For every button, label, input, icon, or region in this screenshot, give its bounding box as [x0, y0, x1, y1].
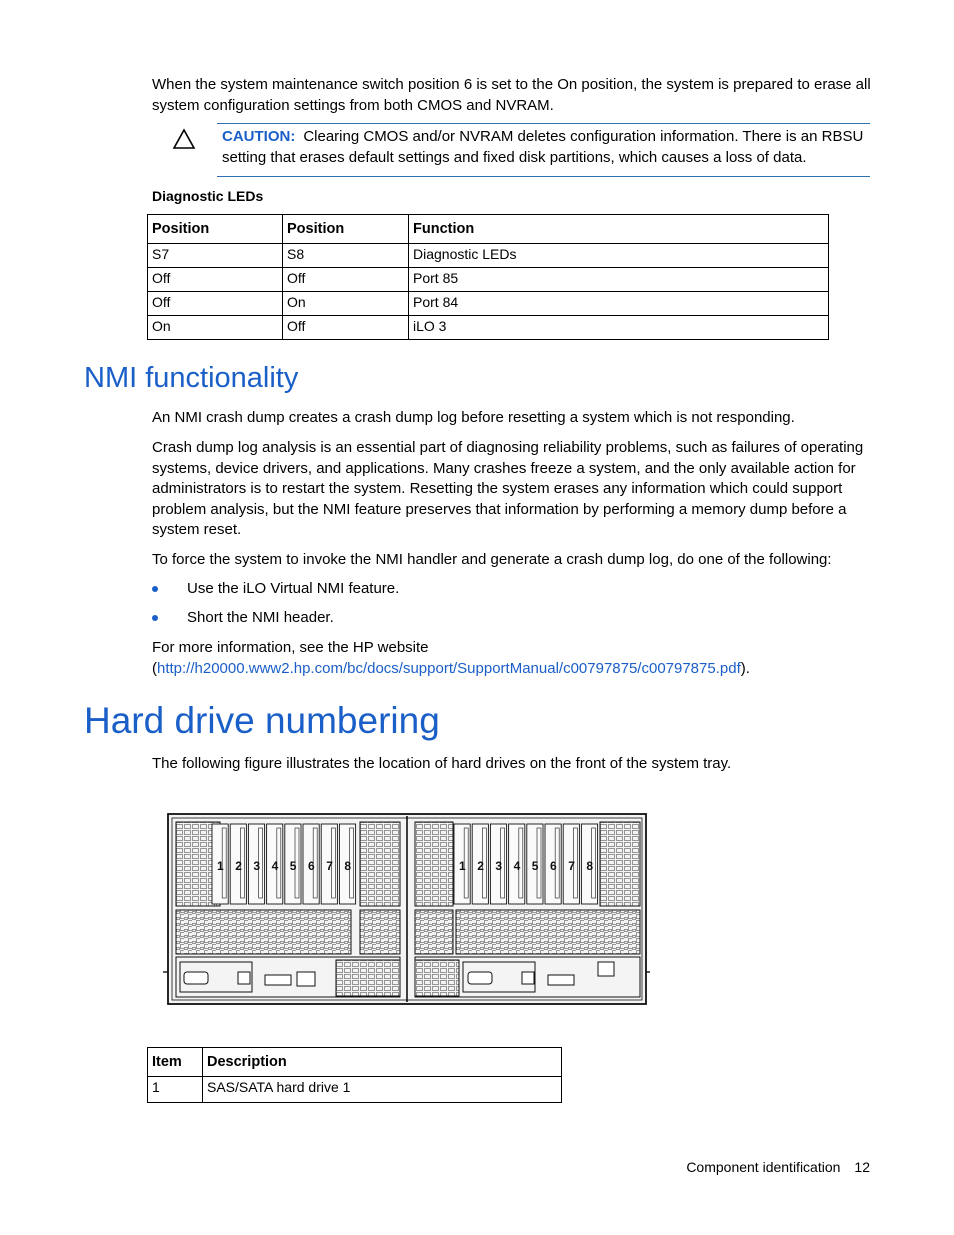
- left-drive-bay-1: [212, 824, 228, 904]
- left-drive-bay-6: [303, 824, 319, 904]
- table-row: [148, 244, 829, 268]
- right-drive-bay-6: [545, 824, 561, 904]
- right-drive-bay-7: [563, 824, 579, 904]
- right-drive-bay-2: [472, 824, 488, 904]
- right-drive-number: 3: [495, 859, 503, 873]
- hard-drive-paragraph: The following figure illustrates the location of hard drives on the front of the system tray.: [152, 755, 732, 772]
- diagnostic-leds-caption: Diagnostic LEDs: [152, 188, 264, 204]
- caution-label: CAUTION:: [222, 128, 296, 145]
- left-drive-number: 1: [217, 859, 224, 873]
- right-drive-number: 2: [477, 859, 484, 873]
- right-drive-bay-1: [454, 824, 470, 904]
- system-tray-figure: [160, 812, 650, 1008]
- table-cell: SAS/SATA hard drive 1: [203, 1077, 562, 1103]
- left-drive-number: 2: [235, 859, 242, 873]
- left-drive-number: 5: [289, 859, 297, 873]
- table-cell: Port 85: [409, 268, 829, 292]
- nmi-heading: NMI functionality: [84, 362, 299, 394]
- table-header: Position: [283, 215, 409, 244]
- table-header: Description: [203, 1048, 562, 1077]
- footer-section: Component identification: [686, 1159, 841, 1175]
- diagnostic-leds-table: [147, 214, 829, 340]
- left-drive-number: 7: [326, 859, 333, 873]
- table-header-row: [148, 215, 829, 244]
- left-drive-number: 8: [344, 859, 352, 873]
- table-cell: 1: [148, 1077, 203, 1103]
- table-cell: Diagnostic LEDs: [409, 244, 829, 268]
- warning-triangle-icon: [172, 128, 196, 150]
- table-cell: iLO 3: [409, 316, 829, 340]
- page-footer: [600, 1159, 870, 1175]
- table-header: Position: [148, 215, 283, 244]
- left-drive-bay-3: [248, 824, 264, 904]
- table-header-row: [148, 1048, 562, 1077]
- more-info-text: For more information, see the HP website: [152, 639, 429, 656]
- left-drive-bay-5: [285, 824, 301, 904]
- table-cell: Off: [148, 292, 283, 316]
- link-close-paren: ).: [740, 659, 750, 677]
- left-drive-bay-4: [267, 824, 283, 904]
- table-cell: Off: [148, 268, 283, 292]
- nmi-paragraph-1: An NMI crash dump creates a crash dump log before resetting a system which is not responding.: [152, 409, 795, 426]
- right-drive-bay-5: [527, 824, 543, 904]
- table-cell: S7: [148, 244, 283, 268]
- nmi-paragraph-3: To force the system to invoke the NMI handler and generate a crash dump log, do one of the following:: [152, 551, 832, 568]
- right-drive-number: 6: [550, 859, 557, 873]
- table-header: Item: [148, 1048, 203, 1077]
- bullet-icon: [152, 586, 158, 592]
- right-drive-bay-4: [509, 824, 525, 904]
- left-drive-bay-8: [339, 824, 355, 904]
- table-cell: S8: [283, 244, 409, 268]
- table-cell: On: [148, 316, 283, 340]
- more-info-paragraph: [152, 638, 872, 679]
- table-row: [148, 1077, 562, 1103]
- left-drive-bay-7: [321, 824, 337, 904]
- right-drive-number: 4: [513, 859, 521, 873]
- table-cell: Off: [283, 268, 409, 292]
- hard-drive-heading: Hard drive numbering: [84, 700, 440, 741]
- left-drive-bay-2: [230, 824, 246, 904]
- right-drive-bay-8: [581, 824, 597, 904]
- table-cell: On: [283, 292, 409, 316]
- left-drive-number: 3: [253, 859, 261, 873]
- intro-paragraph: When the system maintenance switch position 6 is set to the On position, the system is prepared to erase all system configuration settings from both CMOS and NVRAM.: [152, 76, 871, 114]
- link-open-paren: (: [152, 659, 157, 677]
- table-row: [148, 268, 829, 292]
- table-row: [148, 292, 829, 316]
- right-drive-number: 8: [586, 859, 594, 873]
- left-drive-number: 4: [271, 859, 279, 873]
- list-item-text: Use the iLO Virtual NMI feature.: [187, 580, 400, 597]
- hp-support-link[interactable]: http://h20000.www2.hp.com/bc/docs/support/SupportManual/c00797875/c00797875.pdf: [157, 659, 741, 677]
- right-drive-number: 7: [568, 859, 575, 873]
- left-drive-number: 6: [308, 859, 315, 873]
- table-header: Function: [409, 215, 829, 244]
- right-drive-bay-3: [490, 824, 506, 904]
- table-cell: Port 84: [409, 292, 829, 316]
- nmi-paragraph-2: Crash dump log analysis is an essential part of diagnosing reliability problems, such as failures of operating systems, device drivers, and applications. Many crashes freeze a system, and the only available action for administrators is to restart the system. Resetting the system erases any information which could support problem analysis, but the NMI feature preserves that information by performing a memory dump before a system reset.: [152, 439, 864, 538]
- caution-message: [222, 127, 867, 168]
- caution-text: Clearing CMOS and/or NVRAM deletes configuration information. There is an RBSU setting that erases default settings and fixed disk partitions, which causes a loss of data.: [222, 128, 864, 166]
- table-cell: Off: [283, 316, 409, 340]
- right-drive-number: 5: [531, 859, 539, 873]
- item-description-table: [147, 1047, 562, 1103]
- bullet-icon: [152, 615, 158, 621]
- list-item-text: Short the NMI header.: [187, 609, 334, 626]
- page-number: 12: [854, 1159, 870, 1175]
- right-drive-number: 1: [459, 859, 466, 873]
- table-row: [148, 316, 829, 340]
